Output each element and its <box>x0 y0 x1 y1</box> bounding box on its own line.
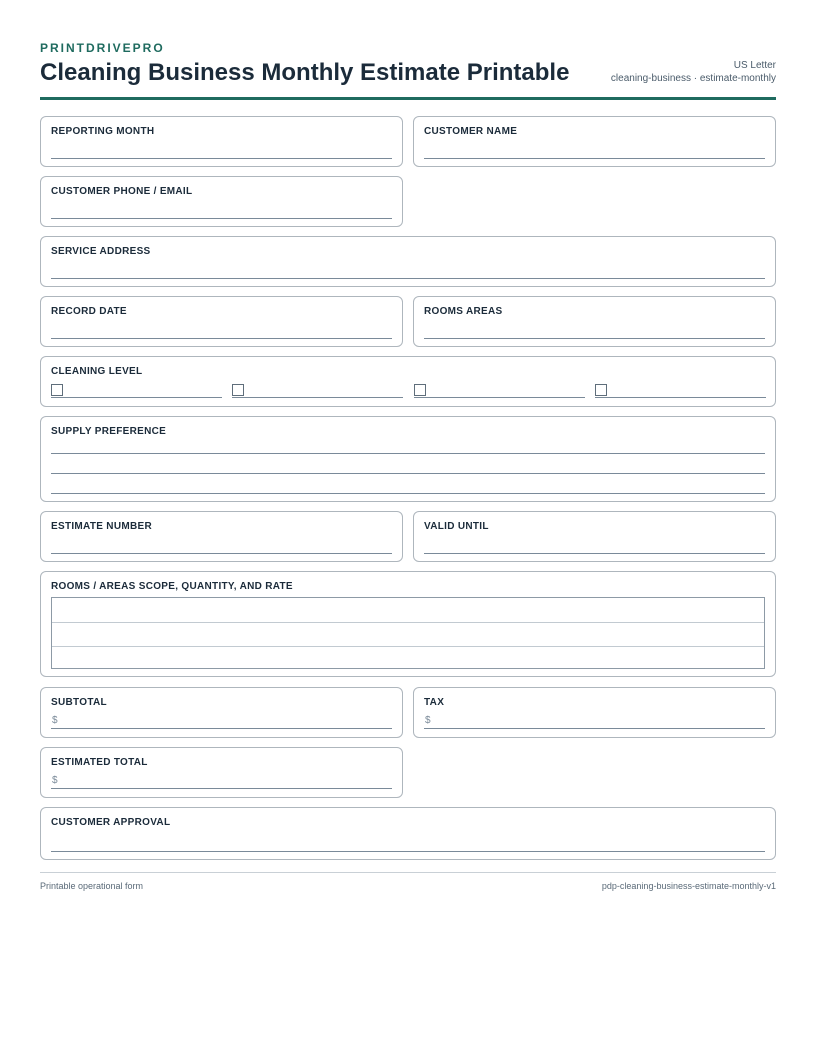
rooms-areas-field <box>413 296 776 347</box>
field-label: TAX <box>424 697 445 708</box>
subtotal-field <box>40 687 403 738</box>
cleaning-level-field <box>40 356 776 407</box>
brand-name: PRINTDRIVEPRO <box>40 41 165 55</box>
valid-until-field <box>413 511 776 562</box>
customer-name-input-line[interactable] <box>424 158 765 159</box>
cleaning-level-option-3[interactable] <box>414 383 585 398</box>
service-address-input-line[interactable] <box>51 278 765 279</box>
estimated-total-input-line[interactable] <box>51 788 392 789</box>
table-row[interactable] <box>52 622 764 646</box>
paper-size: US Letter <box>733 60 776 71</box>
checkbox-icon[interactable] <box>232 384 244 396</box>
subtotal-input-line[interactable] <box>51 728 392 729</box>
cleaning-level-option-1[interactable] <box>51 383 222 398</box>
cleaning-level-option-4[interactable] <box>595 383 766 398</box>
customer-phone-email-input-line[interactable] <box>51 218 392 219</box>
field-label: SUBTOTAL <box>51 697 107 708</box>
tax-input-line[interactable] <box>424 728 765 729</box>
supply-preference-input-line-2[interactable] <box>51 473 765 474</box>
reporting-month-field <box>40 116 403 167</box>
scope-table <box>51 597 765 669</box>
field-label: ESTIMATE NUMBER <box>51 521 152 532</box>
estimated-total-field <box>40 747 403 798</box>
checkbox-icon[interactable] <box>51 384 63 396</box>
field-label: CUSTOMER NAME <box>424 126 518 137</box>
reporting-month-input-line[interactable] <box>51 158 392 159</box>
checkbox-icon[interactable] <box>414 384 426 396</box>
field-label: SERVICE ADDRESS <box>51 246 151 257</box>
field-label: ROOMS / AREAS SCOPE, QUANTITY, AND RATE <box>51 581 293 592</box>
field-label: CUSTOMER APPROVAL <box>51 817 171 828</box>
estimate-number-input-line[interactable] <box>51 553 392 554</box>
customer-phone-email-field <box>40 176 403 227</box>
form-header <box>40 40 776 100</box>
form-meta <box>611 59 776 85</box>
customer-approval-field <box>40 807 776 860</box>
supply-preference-input-line-1[interactable] <box>51 453 765 454</box>
field-label: CLEANING LEVEL <box>51 366 143 377</box>
scope-table-section <box>40 571 776 677</box>
rooms-areas-input-line[interactable] <box>424 338 765 339</box>
customer-name-field <box>413 116 776 167</box>
service-address-field <box>40 236 776 287</box>
footer-description: Printable operational form <box>40 881 144 891</box>
currency-symbol: $ <box>52 715 58 726</box>
cleaning-level-option-2[interactable] <box>232 383 403 398</box>
table-row[interactable] <box>52 598 764 622</box>
currency-symbol: $ <box>425 715 431 726</box>
record-date-field <box>40 296 403 347</box>
currency-symbol: $ <box>52 775 58 786</box>
field-label: SUPPLY PREFERENCE <box>51 426 167 437</box>
form-tags: cleaning-business · estimate-monthly <box>610 73 776 84</box>
footer-form-id: pdp-cleaning-business-estimate-monthly-v1 <box>601 881 776 891</box>
page-title: Cleaning Business Monthly Estimate Printable <box>40 59 570 86</box>
checkbox-icon[interactable] <box>595 384 607 396</box>
supply-preference-field <box>40 416 776 502</box>
supply-preference-input-line-3[interactable] <box>51 493 765 494</box>
field-label: CUSTOMER PHONE / EMAIL <box>51 186 193 197</box>
customer-approval-signature-line[interactable] <box>51 851 765 852</box>
record-date-input-line[interactable] <box>51 338 392 339</box>
field-label: REPORTING MONTH <box>51 126 155 137</box>
field-label: ESTIMATED TOTAL <box>51 757 148 768</box>
estimate-number-field <box>40 511 403 562</box>
field-label: VALID UNTIL <box>424 521 489 532</box>
tax-field <box>413 687 776 738</box>
form-footer <box>40 872 776 891</box>
valid-until-input-line[interactable] <box>424 553 765 554</box>
field-label: ROOMS AREAS <box>424 306 503 317</box>
table-row[interactable] <box>52 646 764 668</box>
field-label: RECORD DATE <box>51 306 127 317</box>
